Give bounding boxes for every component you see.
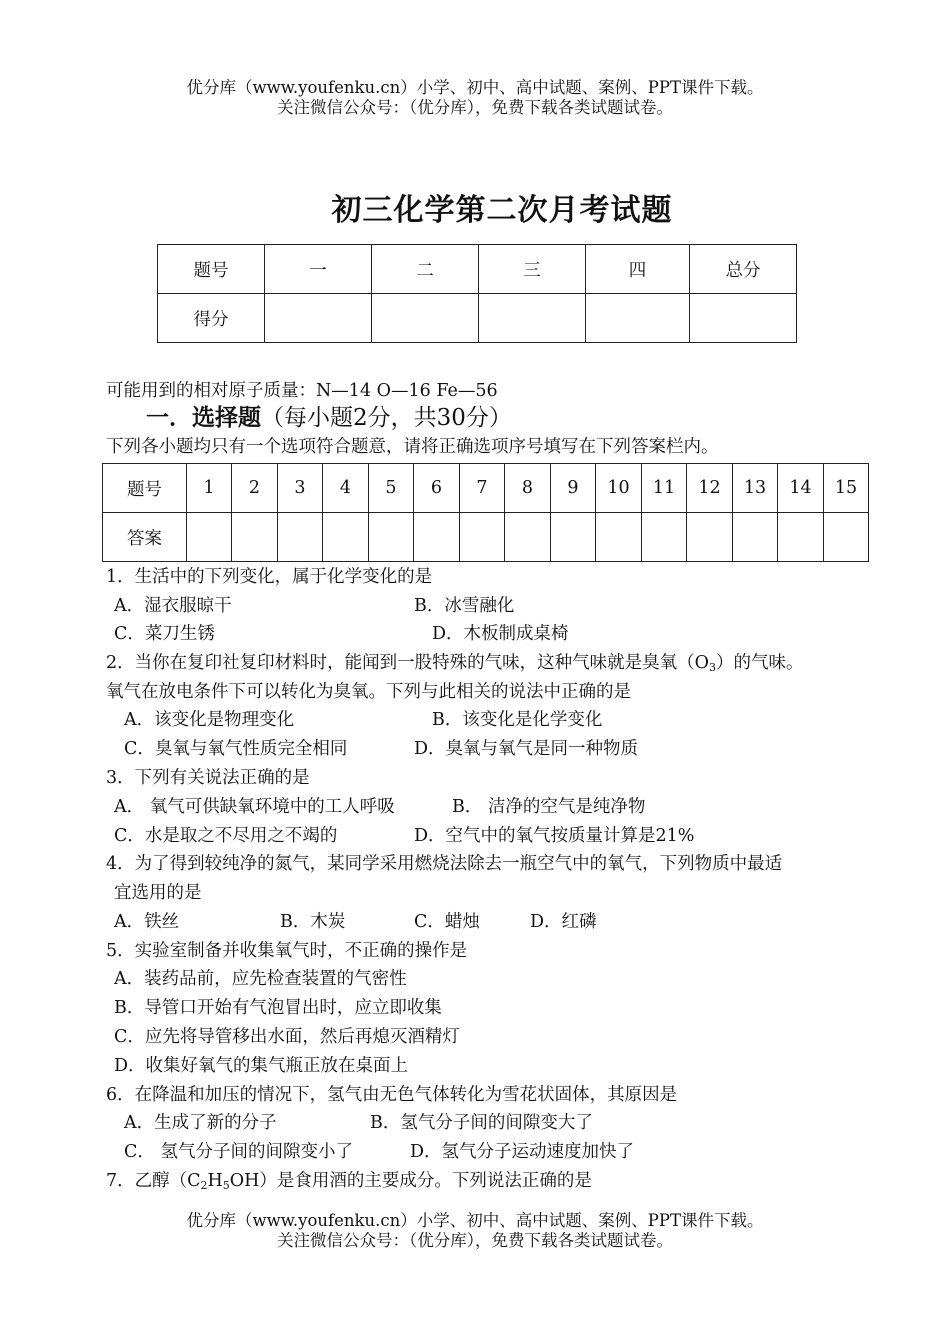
answer-table-row-label: 题号: [103, 464, 187, 513]
score-table-header-cell: 题号: [158, 245, 265, 294]
q2-option-c: C．臭氧与氧气性质完全相同: [124, 739, 348, 759]
score-table-header-cell: 四: [586, 245, 690, 294]
section1-note: （每小题2分，共30分）: [261, 405, 512, 431]
q7-text-c: OH）是食用酒的主要成分。下列说法正确的是: [229, 1171, 592, 1191]
q3-stem: 3．下列有关说法正确的是: [106, 768, 310, 788]
q4-option-c: C．蜡烛: [414, 912, 480, 932]
score-cell[interactable]: [586, 294, 690, 343]
score-table-row-label: 得分: [158, 294, 265, 343]
answer-cell[interactable]: [642, 513, 687, 562]
score-table-header-cell: 总分: [690, 245, 797, 294]
atomic-mass-note: 可能用到的相对原子质量：N—14 O—16 Fe—56: [106, 381, 498, 401]
page-title: 初三化学第二次月考试题: [331, 193, 673, 228]
answer-cell[interactable]: [687, 513, 733, 562]
answer-table-number: 9: [551, 464, 596, 513]
q2-option-d: D．臭氧与氧气是同一种物质: [414, 739, 639, 759]
answer-table-number: 3: [278, 464, 323, 513]
answer-table-row-label: 答案: [103, 513, 187, 562]
answer-cell[interactable]: [187, 513, 232, 562]
answer-table-number: 8: [505, 464, 551, 513]
answer-cell[interactable]: [460, 513, 505, 562]
answer-cell[interactable]: [369, 513, 414, 562]
score-cell[interactable]: [479, 294, 586, 343]
q3-option-c: C．水是取之不尽用之不竭的: [114, 826, 338, 846]
answer-table-number: 11: [642, 464, 687, 513]
answer-cell[interactable]: [778, 513, 824, 562]
q6-option-a: A．生成了新的分子: [124, 1113, 277, 1133]
q2-stem-text: 2．当你在复印社复印材料时，能闻到一股特殊的气味，这种气味就是臭氧（O: [106, 653, 709, 673]
section1-title: 一．选择题: [146, 405, 261, 431]
q1-option-c: C．菜刀生锈: [114, 624, 215, 644]
q7-stem: [106, 1170, 592, 1192]
q5-stem: 5．实验室制备并收集氧气时，不正确的操作是: [106, 941, 468, 961]
answer-table-number: 2: [232, 464, 278, 513]
q4-option-b: B．木炭: [280, 912, 346, 932]
answer-cell[interactable]: [733, 513, 778, 562]
q3-option-a: A． 氧气可供缺氧环境中的工人呼吸: [114, 797, 395, 817]
score-cell[interactable]: [265, 294, 372, 343]
q1-option-a: A．湿衣服晾干: [114, 596, 232, 616]
answer-cell[interactable]: [232, 513, 278, 562]
q2-subscript: 3: [708, 661, 716, 674]
section1-instruction: 下列各小题均只有一个选项符合题意，请将正确选项序号填写在下列答案栏内。: [106, 437, 719, 457]
q6-option-b: B．氢气分子间的间隙变大了: [370, 1113, 593, 1133]
q7-sub-1: 2: [200, 1179, 208, 1192]
answer-table-number: 6: [414, 464, 460, 513]
q5-option-d: D．收集好氧气的集气瓶正放在桌面上: [114, 1056, 409, 1076]
q2-stem-line-2: 氧气在放电条件下可以转化为臭氧。下列与此相关的说法中正确的是: [106, 682, 631, 702]
answer-table-number: 12: [687, 464, 733, 513]
q5-option-c: C．应先将导管移出水面，然后再熄灭酒精灯: [114, 1027, 460, 1047]
answer-table-number: 5: [369, 464, 414, 513]
q1-option-b: B．冰雪融化: [414, 596, 515, 616]
q2-option-a: A．该变化是物理变化: [124, 710, 295, 730]
q4-stem-line-2: 宜选用的是: [114, 883, 202, 903]
q2-option-b: B．该变化是化学变化: [432, 710, 603, 730]
q4-option-d: D．红磷: [530, 912, 597, 932]
q1-stem: 1．生活中的下列变化，属于化学变化的是: [106, 567, 433, 587]
score-cell[interactable]: [690, 294, 797, 343]
score-table-header-cell: 二: [372, 245, 479, 294]
q6-option-c: C． 氢气分子间的间隙变小了: [124, 1142, 353, 1162]
answer-table-number: 7: [460, 464, 505, 513]
header-line-2: 关注微信公众号：（优分库），免费下载各类试题试卷。: [277, 98, 673, 117]
answer-table-number: 4: [323, 464, 369, 513]
answer-table: [102, 463, 869, 562]
answer-cell[interactable]: [414, 513, 460, 562]
answer-table-number: 13: [733, 464, 778, 513]
answer-table-number: 15: [824, 464, 869, 513]
q4-option-a: A．铁丝: [114, 912, 180, 932]
q5-option-b: B．导管口开始有气泡冒出时，应立即收集: [114, 998, 442, 1018]
q6-stem: 6．在降温和加压的情况下，氢气由无色气体转化为雪花状固体，其原因是: [106, 1085, 678, 1105]
q7-text-a: 7．乙醇（C: [106, 1171, 201, 1191]
answer-table-number: 10: [596, 464, 642, 513]
header-line-1: 优分库（www.youfenku.cn）小学、初中、高中试题、案例、PPT课件下载。: [186, 78, 764, 97]
q2-stem-end: ）的气味。: [715, 653, 804, 673]
q3-option-d: D．空气中的氧气按质量计算是21%: [414, 826, 695, 846]
answer-cell[interactable]: [551, 513, 596, 562]
answer-table-number: 14: [778, 464, 824, 513]
score-table-header-cell: 一: [265, 245, 372, 294]
q3-option-b: B． 洁净的空气是纯净物: [452, 797, 646, 817]
q6-option-d: D．氢气分子运动速度加快了: [410, 1142, 635, 1162]
q7-sub-2: 5: [222, 1179, 230, 1192]
score-table-header-cell: 三: [479, 245, 586, 294]
q4-stem-line-1: 4．为了得到较纯净的氮气，某同学采用燃烧法除去一瓶空气中的氧气，下列物质中最适: [106, 854, 783, 874]
q1-option-d: D．木板制成桌椅: [432, 624, 569, 644]
footer-line-2: 关注微信公众号：（优分库），免费下载各类试题试卷。: [277, 1231, 673, 1250]
answer-cell[interactable]: [278, 513, 323, 562]
answer-cell[interactable]: [323, 513, 369, 562]
score-table: [157, 244, 797, 343]
answer-cell[interactable]: [505, 513, 551, 562]
answer-cell[interactable]: [824, 513, 869, 562]
score-cell[interactable]: [372, 294, 479, 343]
section1-heading: [146, 404, 512, 432]
q2-stem-line-1: [106, 652, 803, 674]
q7-text-b: H: [207, 1171, 223, 1191]
answer-table-number: 1: [187, 464, 232, 513]
footer-line-1: 优分库（www.youfenku.cn）小学、初中、高中试题、案例、PPT课件下载。: [186, 1211, 764, 1230]
answer-cell[interactable]: [596, 513, 642, 562]
q5-option-a: A．装药品前，应先检查装置的气密性: [114, 969, 407, 989]
